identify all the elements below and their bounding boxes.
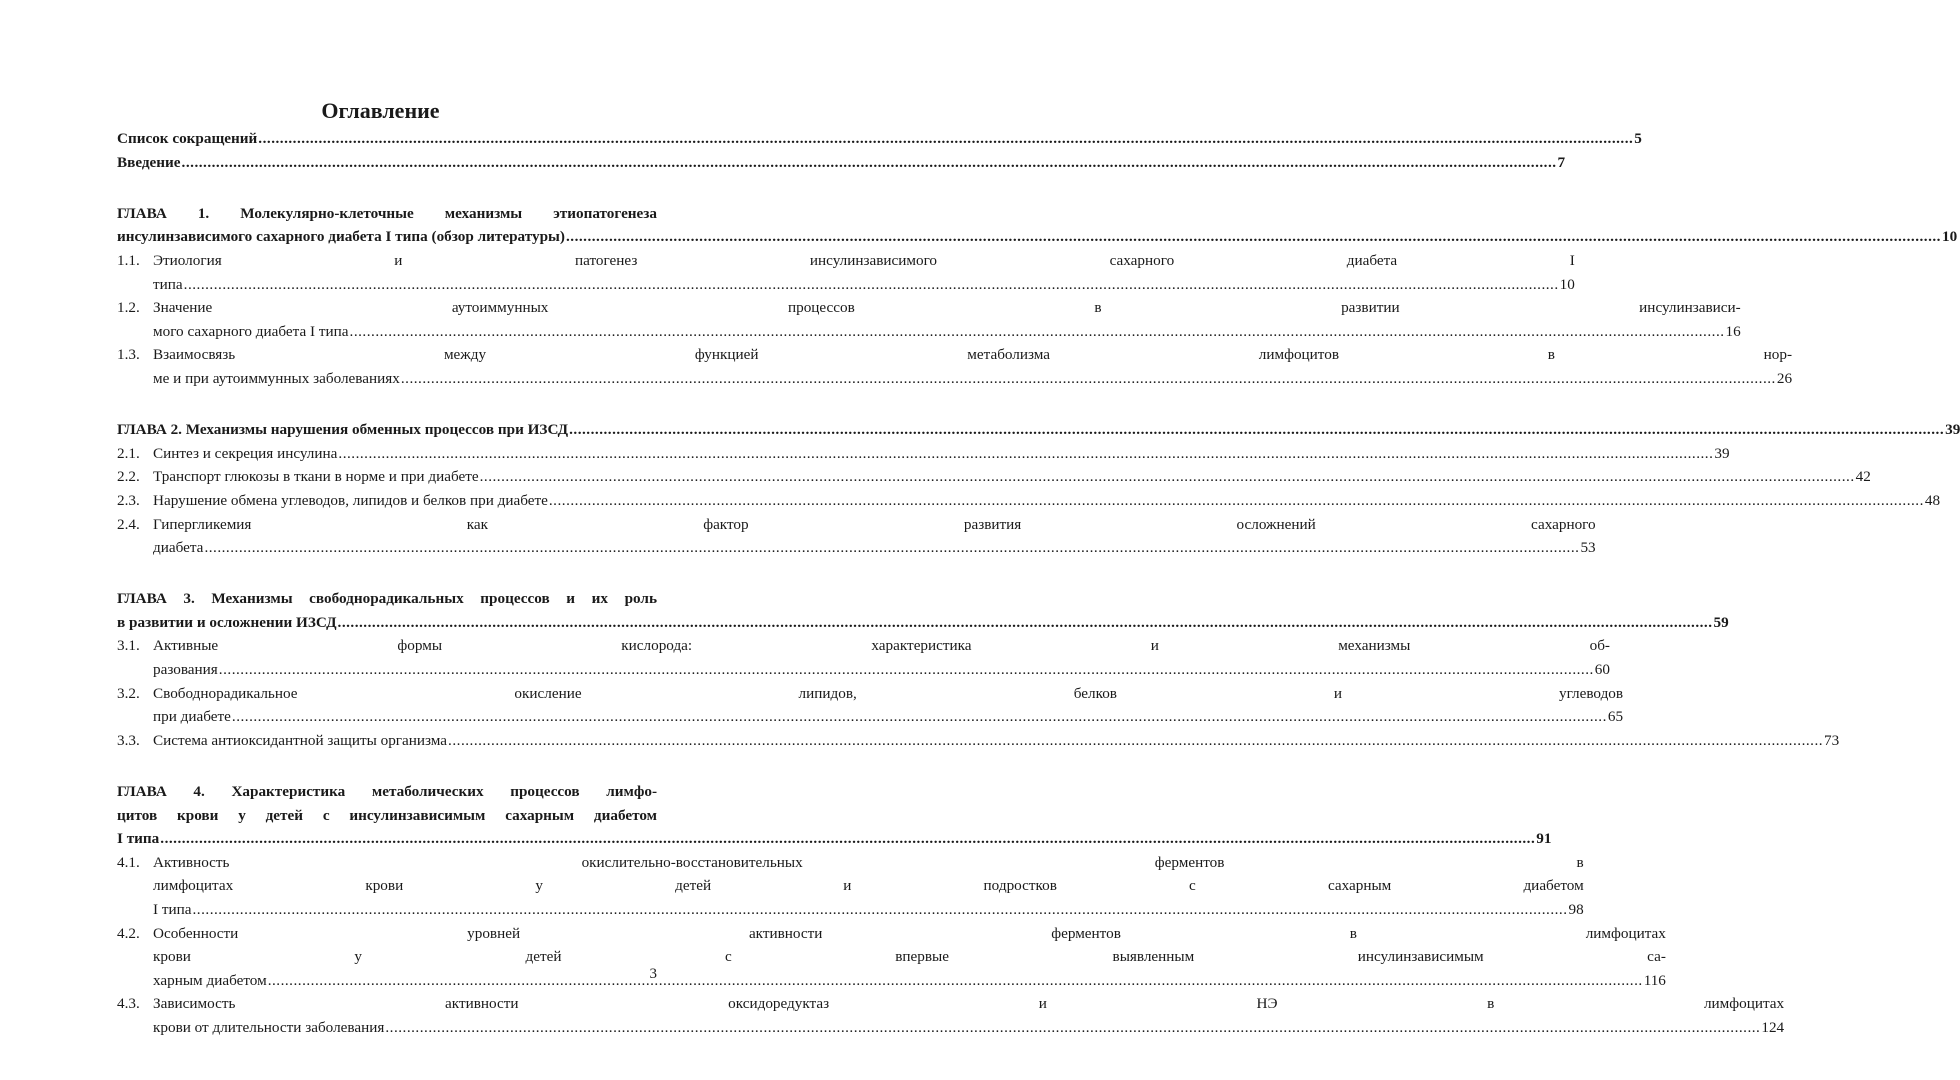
toc-section-title-line: при диабете bbox=[153, 708, 231, 726]
dot-leader bbox=[268, 969, 1643, 993]
toc-section-title-line: Транспорт глюкозы в ткани в норме и при диабете bbox=[153, 468, 479, 486]
toc-section-title-line: Этиология и патогенез инсулинзависимого сахарного диабета I bbox=[153, 251, 1575, 269]
dot-leader bbox=[448, 729, 1823, 753]
toc-section-number: 2.1. bbox=[117, 444, 140, 462]
toc-entry-introduction[interactable] bbox=[117, 151, 1566, 175]
toc-page-number: 39 bbox=[1714, 444, 1730, 462]
toc-section-title-line: Особенности уровней активности ферментов в лимфоцитах bbox=[153, 924, 1666, 942]
toc-section-title-line: Синтез и секреция инсулина bbox=[153, 444, 338, 462]
dot-leader bbox=[182, 151, 1557, 175]
dot-leader bbox=[480, 465, 1855, 489]
toc-section-title-line: разования bbox=[153, 661, 218, 679]
dot-leader bbox=[258, 127, 1633, 151]
toc-section-number: 2.4. bbox=[117, 515, 140, 533]
toc-chapter-title-line: ГЛАВА 3. Механизмы свободнорадикальных процессов и их роль bbox=[117, 590, 657, 608]
toc-chapter-title-line: ГЛАВА 1. Молекулярно-клеточные механизмы этиопатогенеза bbox=[117, 204, 657, 222]
toc-page-number: 5 bbox=[1634, 130, 1642, 147]
toc-section-number: 4.3. bbox=[117, 995, 140, 1013]
toc-chapter-3[interactable] bbox=[117, 587, 1729, 634]
dot-leader bbox=[232, 705, 1607, 729]
toc-section-title-line: Активные формы кислорода: характеристика и механизмы об- bbox=[153, 637, 1610, 655]
toc-section-title-line: Система антиоксидантной защиты организма bbox=[153, 731, 448, 749]
toc-chapter-title-line: I типа bbox=[117, 830, 160, 848]
toc-chapter-4[interactable] bbox=[117, 780, 1552, 851]
toc-page-number: 53 bbox=[1580, 539, 1596, 557]
toc-entry-text: Список сокращений bbox=[117, 130, 258, 147]
toc-chapter-title-line: в развитии и осложнении ИЗСД bbox=[117, 613, 337, 631]
dot-leader bbox=[338, 442, 1713, 466]
toc-page-number: 91 bbox=[1536, 830, 1552, 848]
toc-chapter-title-line: ГЛАВА 4. Характеристика метаболических процессов лимфо- bbox=[117, 783, 657, 801]
toc-section-number: 4.1. bbox=[117, 853, 140, 871]
toc-section-2-1[interactable] bbox=[117, 442, 1730, 466]
toc-chapter-1[interactable] bbox=[117, 202, 1958, 249]
dot-leader bbox=[193, 898, 1568, 922]
toc-section-number: 4.2. bbox=[117, 924, 140, 942]
toc-section-title-line: Взаимосвязь между функцией метаболизма лимфоцитов в нор- bbox=[153, 346, 1793, 364]
dot-leader bbox=[184, 273, 1559, 297]
toc-chapter-2[interactable] bbox=[117, 418, 1960, 442]
toc-entry-abbreviations[interactable] bbox=[117, 127, 1642, 151]
toc-section-title-line: диабета bbox=[153, 539, 204, 557]
toc-section-title-line: лимфоцитах крови у детей и подростков с сахарным диабетом bbox=[153, 877, 1584, 895]
dot-leader bbox=[569, 418, 1944, 442]
spacer bbox=[117, 560, 657, 584]
toc-section-2-2[interactable] bbox=[117, 465, 1871, 489]
toc-section-title-line: Нарушение обмена углеводов, липидов и белков при диабете bbox=[153, 491, 548, 509]
toc-page-number: 65 bbox=[1607, 708, 1624, 726]
spacer bbox=[117, 391, 657, 415]
toc-section-title-line: крови от длительности заболевания bbox=[153, 1018, 385, 1036]
dot-leader bbox=[385, 1016, 1760, 1040]
dot-leader bbox=[566, 225, 1941, 249]
toc-section-title-line: крови у детей с впервые выявленным инсулинзависимым са- bbox=[153, 948, 1666, 966]
toc-section-4-3[interactable] bbox=[117, 992, 1785, 1039]
toc-entry-text: Введение bbox=[117, 153, 181, 171]
toc-chapter-title-line: ГЛАВА 2. Механизмы нарушения обменных процессов при ИЗСД bbox=[117, 421, 569, 439]
toc-page-number: 124 bbox=[1761, 1018, 1785, 1036]
page-title: Оглавление bbox=[321, 98, 440, 123]
dot-leader bbox=[549, 489, 1924, 513]
toc-chapter-title-line: цитов крови у детей с инсулинзависимым сахарным диабетом bbox=[117, 806, 657, 824]
toc-section-title-line: харным диабетом bbox=[153, 971, 267, 989]
toc-section-4-1[interactable] bbox=[117, 851, 1584, 922]
spacer bbox=[117, 752, 657, 776]
toc-section-number: 2.2. bbox=[117, 468, 140, 486]
dot-leader bbox=[401, 367, 1776, 391]
toc-section-title-line: мого сахарного диабета I типа bbox=[153, 322, 349, 340]
toc-page-number: 73 bbox=[1824, 731, 1840, 749]
spacer bbox=[117, 174, 657, 198]
toc-section-number: 1.2. bbox=[117, 299, 140, 317]
toc-section-3-3[interactable] bbox=[117, 729, 1840, 753]
toc-section-title-line: ме и при аутоиммунных заболеваниях bbox=[153, 369, 400, 387]
toc-section-number: 3.3. bbox=[117, 731, 140, 749]
toc-section-number: 1.1. bbox=[117, 251, 140, 269]
toc-page-number: 7 bbox=[1557, 153, 1566, 171]
page-number-footer: 3 bbox=[649, 966, 657, 982]
toc-section-title-line: типа bbox=[153, 275, 183, 293]
toc-section-title-line: Свободнорадикальное окисление липидов, белков и углеводов bbox=[153, 684, 1624, 702]
toc-page-number: 16 bbox=[1725, 322, 1741, 340]
toc-section-1-1[interactable] bbox=[117, 249, 1575, 296]
toc-section-4-2[interactable] bbox=[117, 922, 1666, 993]
toc-section-title-line: Значение аутоиммунных процессов в развитии инсулинзависи- bbox=[153, 299, 1741, 317]
toc-section-2-4[interactable] bbox=[117, 513, 1596, 560]
dot-leader bbox=[350, 320, 1725, 344]
toc-section-1-2[interactable] bbox=[117, 296, 1741, 343]
toc-section-number: 1.3. bbox=[117, 346, 140, 364]
toc-section-number: 2.3. bbox=[117, 491, 140, 509]
table-of-contents bbox=[117, 127, 1960, 1040]
toc-section-number: 3.2. bbox=[117, 684, 140, 702]
toc-section-1-3[interactable] bbox=[117, 343, 1793, 390]
toc-section-2-3[interactable] bbox=[117, 489, 1941, 513]
toc-page-number: 59 bbox=[1713, 613, 1729, 631]
toc-page-number: 26 bbox=[1776, 369, 1793, 387]
toc-page-number: 48 bbox=[1924, 491, 1941, 509]
toc-page-number: 10 bbox=[1941, 228, 1958, 246]
toc-page-number: 116 bbox=[1643, 971, 1666, 989]
dot-leader bbox=[338, 611, 1713, 635]
toc-section-title-line: Гипергликемия как фактор развития осложнений сахарного bbox=[153, 515, 1596, 533]
toc-section-number: 3.1. bbox=[117, 637, 140, 655]
toc-section-title-line: Зависимость активности оксидоредуктаз и НЭ в лимфоцитах bbox=[153, 995, 1785, 1013]
dot-leader bbox=[204, 536, 1579, 560]
dot-leader bbox=[160, 827, 1535, 851]
toc-section-title-line: Активность окислительно-восстановительных ферментов в bbox=[153, 853, 1584, 871]
toc-page-number: 98 bbox=[1568, 901, 1584, 918]
toc-page-number: 10 bbox=[1559, 275, 1575, 293]
toc-section-title-line: I типа bbox=[153, 901, 192, 918]
toc-chapter-title-line: инсулинзависимого сахарного диабета I типа (обзор литературы) bbox=[117, 228, 565, 246]
dot-leader bbox=[219, 658, 1594, 682]
toc-section-3-1[interactable] bbox=[117, 634, 1610, 681]
toc-page-number: 60 bbox=[1594, 661, 1610, 679]
toc-page-number: 42 bbox=[1855, 468, 1871, 486]
toc-page-number: 39 bbox=[1945, 421, 1960, 439]
toc-section-3-2[interactable] bbox=[117, 682, 1624, 729]
